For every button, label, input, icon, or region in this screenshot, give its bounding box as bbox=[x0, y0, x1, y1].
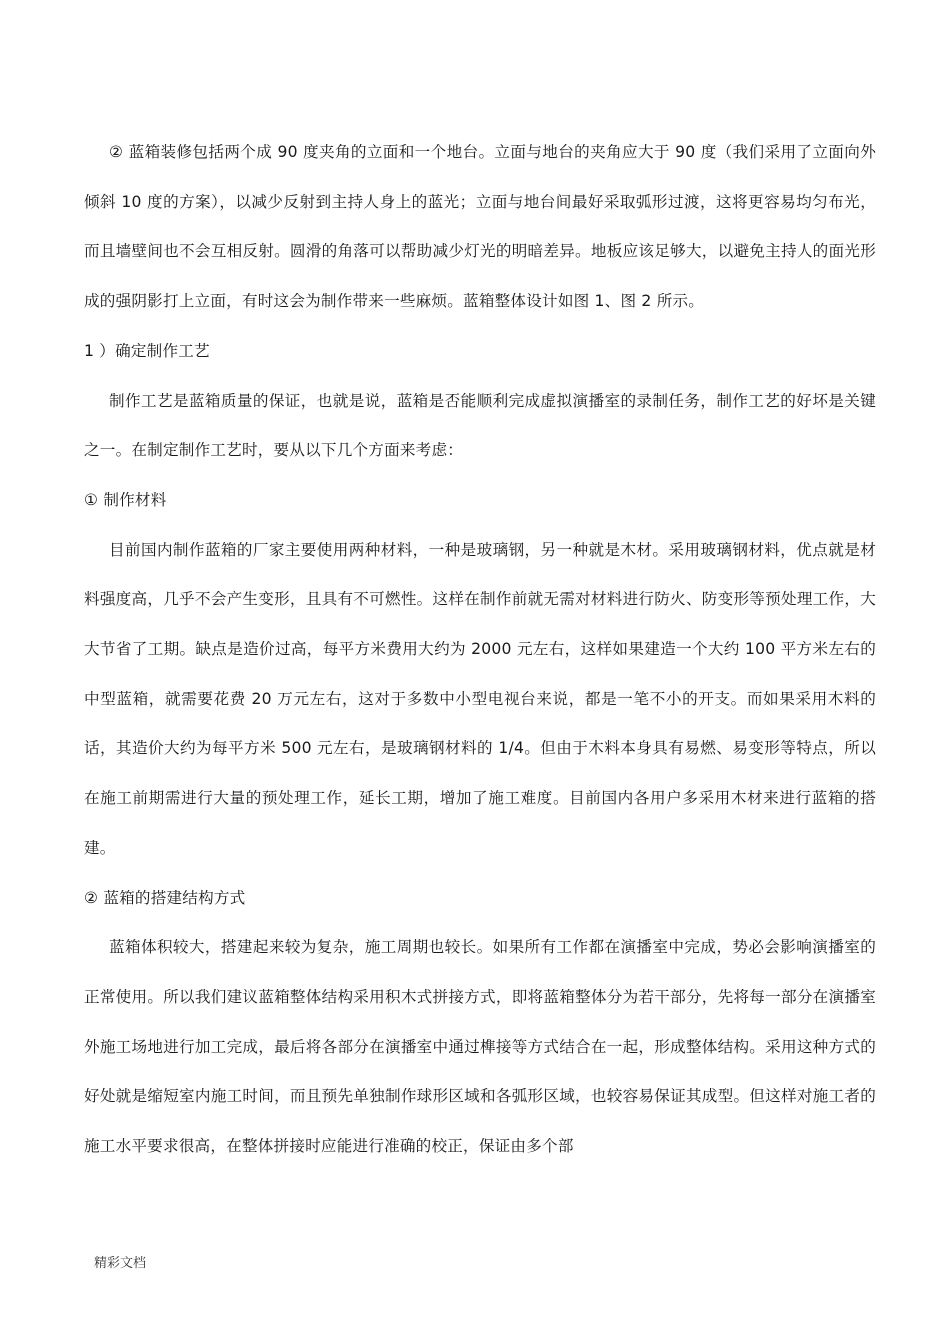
footer-label: 精彩文档 bbox=[94, 1256, 147, 1271]
heading-structure: ② 蓝箱的搭建结构方式 bbox=[84, 888, 246, 907]
heading-production-process: 1 ）确定制作工艺 bbox=[84, 341, 210, 360]
paragraph-process-intro: 制作工艺是蓝箱质量的保证，也就是说，蓝箱是否能顺利完成虚拟演播室的录制任务，制作工艺的好坏是关键之一。在制定制作工艺时，要从以下几个方面来考虑： bbox=[84, 391, 876, 460]
heading-materials: ① 制作材料 bbox=[84, 490, 167, 509]
document-body bbox=[84, 128, 876, 1172]
paragraph-structure: 蓝箱体积较大，搭建起来较为复杂，施工周期也较长。如果所有工作都在演播室中完成，势必会影响演播室的正常使用。所以我们建议蓝箱整体结构采用积木式拼接方式，即将蓝箱整体分为若干部分，先将每一部分在演播室外施工场地进行加工完成，最后将各部分在演播室中通过榫接等方式结合在一起，形成整体结构。采用这种方式的好处就是缩短室内施工时间，而且预先单独制作球形区域和各弧形区域，也较容易保证其成型。但这样对施工者的施工水平要求很高，在整体拼接时应能进行准确的校正，保证由多个部 bbox=[84, 938, 876, 1156]
paragraph-materials: 目前国内制作蓝箱的厂家主要使用两种材料，一种是玻璃钢，另一种就是木材。采用玻璃钢材料，优点就是材料强度高，几乎不会产生变形，且具有不可燃性。这样在制作前就无需对材料进行防火、防变形等预处理工作，大大节省了工期。缺点是造价过高，每平方米费用大约为 2000 元左右，这样如果建造一个大约 100 平方米左右的中型蓝箱，就需要花费 20 万元左右，这对于多数中小型电视台来说，都是一笔不小的开支。而如果采用木料的话，其造价大约为每平方米 500 元左右，是玻璃钢材料的 1/4。但由于木料本身具有易燃、易变形等特点，所以在施工前期需进行大量的预处理工作，延长工期，增加了施工难度。目前国内各用户多采用木材来进行蓝箱的搭建。 bbox=[84, 540, 876, 857]
paragraph-blue-box-design: ② 蓝箱装修包括两个成 90 度夹角的立面和一个地台。立面与地台的夹角应大于 90 度（我们采用了立面向外倾斜 10 度的方案），以减少反射到主持人身上的蓝光；立面与地台间最好采取弧形过渡，这将更容易均匀布光，而且墙壁间也不会互相反射。圆滑的角落可以帮助减少灯光的明暗差异。地板应该足够大，以避免主持人的面光形成的强阴影打上立面，有时这会为制作带来一些麻烦。蓝箱整体设计如图 1、图 2 所示。 bbox=[84, 143, 876, 311]
